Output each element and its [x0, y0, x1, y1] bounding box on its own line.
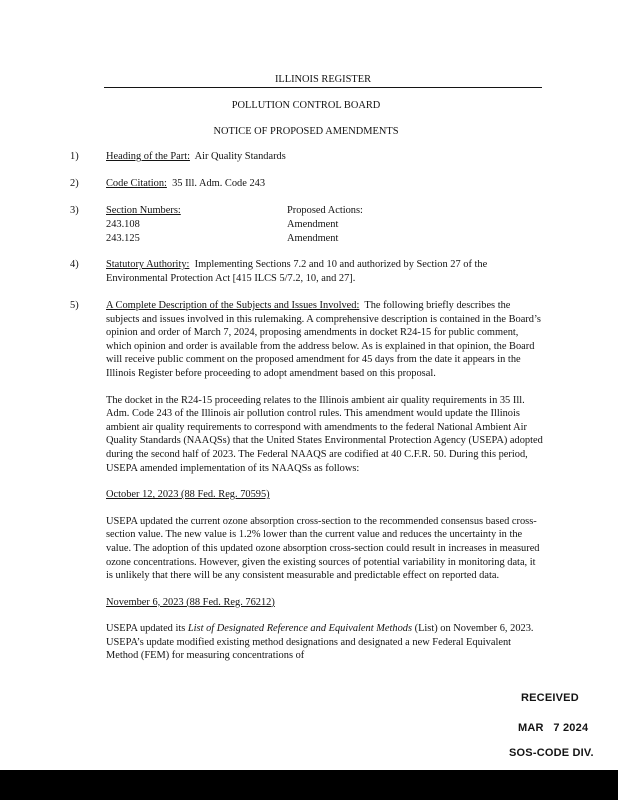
item-3-table	[106, 204, 544, 246]
proposed-action: Amendment	[287, 219, 339, 230]
subsection-text-october: USEPA updated the current ozone absorption cross-section to the recommended consensus based cross-section value. The new value is 1.2% lower than the current value and reduces the uncertainty in the value. The adoption of this updated ozone absorption cross-section could result in increases in measured ozone concentrations. However, given the existing sources of potential variability in monitoring data, it is unlikely that there will be any consistent measurable and predictable effect on reported data.	[106, 515, 540, 582]
item-4-body	[106, 258, 544, 285]
board-name: POLLUTION CONTROL BOARD	[231, 100, 381, 111]
item-5-body	[106, 299, 544, 663]
section-number: 243.125	[106, 233, 140, 244]
item-5-paragraph-2: The docket in the R24-15 proceeding relates to the Illinois ambient air quality requirements in 35 Ill. Adm. Code 243 of the Illinois air pollution control rules. This amendment would update the Illinois ambient air quality requirements to correspond with amendments to the federal National Ambient Air Quality Standards (NAAQSs) that the United States Environmental Protection Agency (USEPA) adopted during the second half of 2023. The Federal NAAQS are codified at 40 C.F.R. 50. During this period, USEPA amended implementation of its NAAQSs as follows:	[106, 394, 543, 474]
item-2-label: Code Citation:	[106, 178, 167, 189]
item-4-label: Statutory Authority:	[106, 259, 190, 270]
item-4-number: 4)	[70, 259, 79, 270]
item-3-number: 3)	[70, 205, 79, 216]
item-1-label: Heading of the Part:	[106, 151, 190, 162]
proposed-action: Amendment	[287, 233, 339, 244]
scan-edge-band	[0, 770, 618, 800]
subsection-heading-november: November 6, 2023 (88 Fed. Reg. 76212)	[106, 596, 275, 608]
list-title: List of Designated Reference and Equivalent Methods	[187, 623, 413, 635]
section-number: 243.108	[106, 219, 140, 230]
item-5-intro: The following briefly describes the subjects and issues involved in this rulemaking. A comprehensive description is contained in the Board’s opinion and order of March 7, 2024, proposing amendments in docket R24-15 for public comment, which opinion and order is available from the address below. As is explained in that opinion, the Board will receive public comment on the proposed amendment for 45 days from the date it appears in the Illinois Register before proceeding to adopt amendment based on this proposal.	[106, 300, 541, 379]
subsection-text-november	[106, 622, 544, 663]
item-5-label: A Complete Description of the Subjects and Issues Involved:	[106, 300, 360, 311]
item-2-body	[106, 177, 544, 191]
section-numbers-header: Section Numbers:	[106, 205, 181, 216]
subsection-heading-october: October 12, 2023 (88 Fed. Reg. 70595)	[106, 489, 270, 501]
item-5-paragraph-1	[106, 299, 544, 381]
item-5-number: 5)	[70, 300, 79, 311]
item-2-number: 2)	[70, 178, 79, 189]
item-1-number: 1)	[70, 151, 79, 162]
item-1-value: Air Quality Standards	[194, 151, 286, 162]
november-text-rest: (List) on November 6, 2023. USEPA’s update modified existing method designations and designated a new Federal Equivalent Method (FEM) for measuring concentrations of	[106, 623, 534, 662]
received-date: MAR 7 2024	[518, 722, 589, 734]
received-stamp: RECEIVED	[521, 692, 579, 704]
november-text-start: USEPA updated its	[106, 623, 188, 635]
register-header: ILLINOIS REGISTER	[104, 73, 542, 88]
received-division: SOS-CODE DIV.	[509, 747, 594, 759]
notice-title: NOTICE OF PROPOSED AMENDMENTS	[213, 126, 399, 137]
item-1-body	[106, 150, 544, 164]
item-4-value: Implementing Sections 7.2 and 10 and authorized by Section 27 of the Environmental Protection Act [415 ILCS 5/7.2, 10, and 27].	[106, 259, 488, 284]
item-2-value: 35 Ill. Adm. Code 243	[172, 178, 266, 189]
proposed-actions-header: Proposed Actions:	[287, 205, 363, 216]
